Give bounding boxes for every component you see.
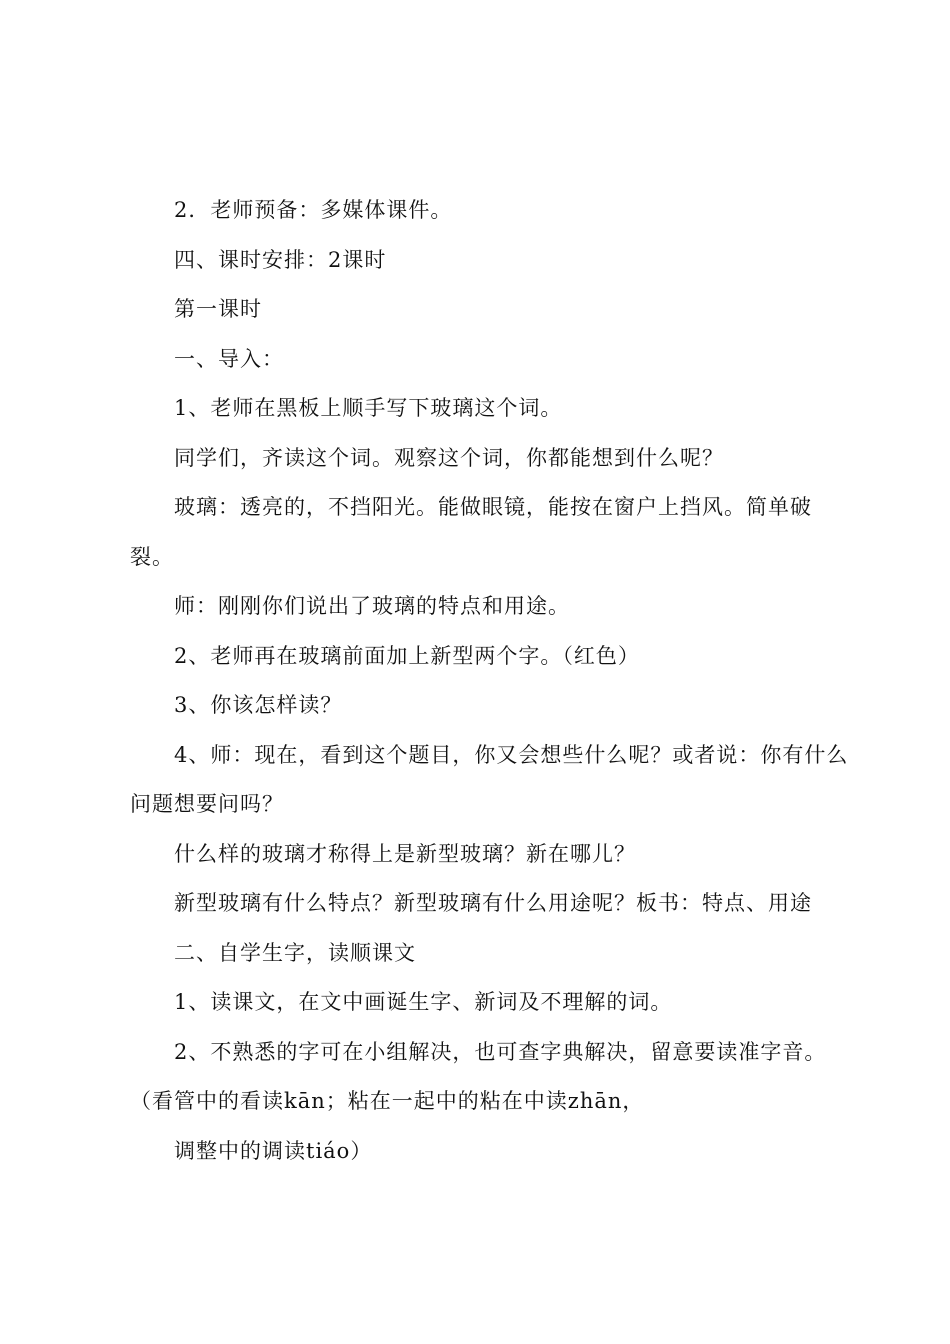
paragraph-intro-step-2: 2、老师再在玻璃前面加上新型两个字。（红色） [174,643,640,668]
document-body [130,186,850,1176]
paragraph-self-study-heading: 二、自学生字，读顺课文 [174,940,416,965]
paragraph-intro-step-3: 3、你该怎样读？ [174,693,343,717]
paragraph-glass-traits: 玻璃：透亮的，不挡阳光。能做眼镜，能按在窗户上挡风。简单破裂。 [130,495,812,569]
paragraph-question-traits: 新型玻璃有什么特点？新型玻璃有什么用途呢？板书：特点、用途 [174,891,812,915]
paragraph-pronunciation-note: 调整中的调读tiáo） [174,1138,373,1163]
paragraph-intro-step-1: 1、老师在黑板上顺手写下玻璃这个词。 [174,396,563,420]
paragraph-lesson-schedule: 四、课时安排：2课时 [174,247,387,272]
paragraph-intro-heading: 一、导入： [174,346,284,371]
paragraph-teacher-prep: 2．老师预备：多媒体课件。 [174,198,453,222]
paragraph-question-new: 什么样的玻璃才称得上是新型玻璃？新在哪儿？ [174,841,636,866]
paragraph-teacher-summary: 师：刚刚你们说出了玻璃的特点和用途。 [174,594,570,618]
paragraph-intro-step-4: 4、师：现在，看到这个题目，你又会想些什么呢？或者说：你有什么问题想要问吗？ [130,742,849,816]
paragraph-intro-question: 同学们，齐读这个词。观察这个词，你都能想到什么呢？ [174,445,724,470]
paragraph-self-study-step-1: 1、读课文，在文中画诞生字、新词及不理解的词。 [174,990,673,1014]
paragraph-first-lesson: 第一课时 [174,297,262,321]
paragraph-self-study-step-2: 2、不熟悉的字可在小组解决，也可查字典解决，留意要读准字音。（看管中的看读kān；粘在一起中的粘在中读zhān， [130,1039,827,1113]
